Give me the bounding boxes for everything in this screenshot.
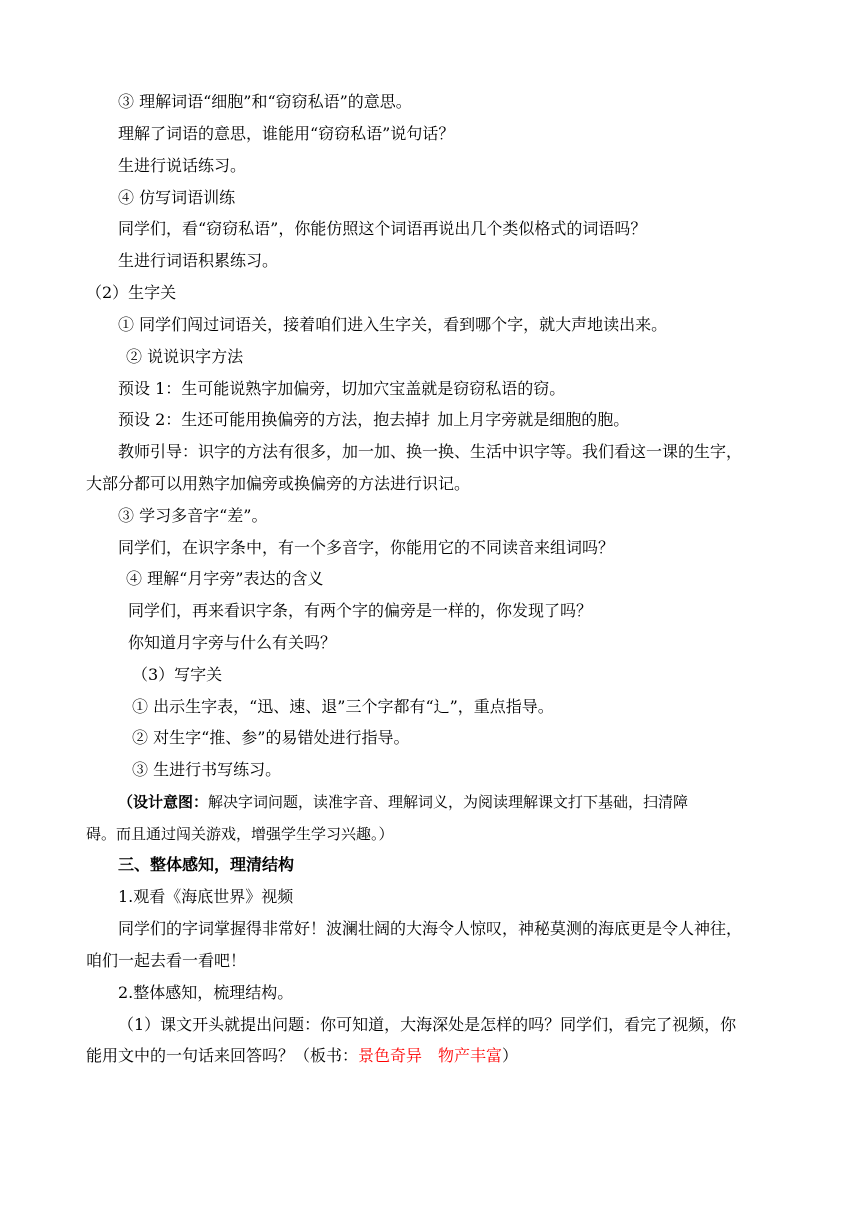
board-writing: 景色奇异 物产丰富 [358, 1046, 503, 1065]
paragraph-sea-line1: 同学们的字词掌握得非常好！波澜壮阔的大海令人惊叹，神秘莫测的海底更是令人神往， [118, 919, 743, 938]
writing-step-3: ③ 生进行书写练习。 [132, 760, 282, 779]
preset-2: 预设 2：生还可能用换偏旁的方法，抱去掉扌加上月字旁就是细胞的胞。 [118, 410, 630, 429]
prompt-moon-radical-meaning: 你知道月字旁与什么有关吗？ [128, 633, 337, 652]
design-intent-line1 [118, 792, 688, 812]
design-intent-label: （设计意图： [118, 793, 209, 811]
question-1-line1: （1）课文开头就提出问题：你可知道，大海深处是怎样的吗？同学们，看完了视频，你 [118, 1015, 737, 1034]
design-intent-text1: 解决字词问题，读准字音、理解词义，为阅读理解课文打下基础，扫清障 [208, 793, 689, 811]
teacher-guidance-line2: 大部分都可以用熟字加偏旁或换偏旁的方法进行识记。 [86, 474, 471, 493]
speaking-practice: 生进行说话练习。 [118, 156, 247, 175]
step-3-understand-words: ③ 理解词语“细胞”和“窃窃私语”的意思。 [118, 92, 412, 111]
prompt-similar-words: 同学们，看“窃窃私语”，你能仿照这个词语再说出几个类似格式的词语吗？ [118, 219, 647, 238]
step-4-imitate-words: ④ 仿写词语训练 [118, 188, 236, 207]
question-1-line2 [86, 1046, 518, 1066]
writing-step-2: ② 对生字“推、参”的易错处进行指导。 [132, 728, 410, 747]
prompt-same-radical: 同学们，再来看识字条，有两个字的偏旁是一样的，你发现了吗？ [128, 601, 593, 620]
word-accumulation-practice: 生进行词语积累练习。 [118, 251, 279, 270]
design-intent-line2: 碍。而且通过闯关游戏，增强学生学习兴趣。） [86, 825, 394, 843]
step-2-recognition-methods: ② 说说识字方法 [126, 347, 244, 366]
prompt-polyphonic-words: 同学们，在识字条中，有一个多音字，你能用它的不同读音来组词吗？ [118, 538, 615, 557]
step-1-read-characters: ① 同学们闯过词语关，接着咱们进入生字关，看到哪个字，就大声地读出来。 [118, 315, 668, 334]
item-watch-video: 1.观看《海底世界》视频 [118, 887, 294, 906]
prompt-make-sentence: 理解了词语的意思，谁能用“窃窃私语”说句话？ [118, 124, 455, 143]
writing-step-1: ① 出示生字表，“迅、速、退”三个字都有“辶”，重点指导。 [132, 697, 554, 716]
preset-1: 预设 1：生可能说熟字加偏旁，切加穴宝盖就是窃窃私语的窃。 [118, 379, 566, 398]
section-3-heading: 三、整体感知，理清结构 [118, 855, 295, 874]
section-writing: （3）写字关 [132, 665, 223, 684]
teacher-guidance-line1: 教师引导：识字的方法有很多，加一加、换一换、生活中识字等。我们看这一课的生字， [118, 442, 743, 461]
step-4-moon-radical: ④ 理解“月字旁”表达的含义 [126, 569, 324, 588]
section-new-characters: （2）生字关 [86, 283, 177, 302]
question-1-prefix: 能用文中的一句话来回答吗？（板书： [86, 1046, 359, 1065]
item-overall-perception: 2.整体感知，梳理结构。 [118, 983, 294, 1002]
question-1-suffix: ） [502, 1046, 519, 1065]
paragraph-sea-line2: 咱们一起去看一看吧！ [86, 951, 247, 970]
step-3-polyphonic: ③ 学习多音字“差”。 [118, 506, 268, 525]
